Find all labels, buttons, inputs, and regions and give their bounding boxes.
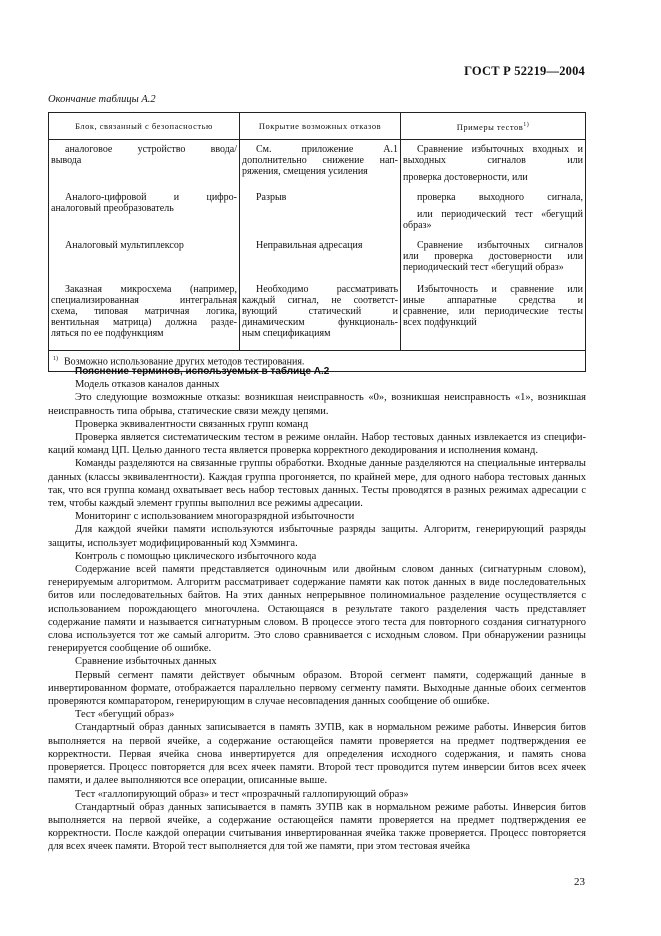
table-cell-line: Сравнение избыточных сигналов xyxy=(417,240,583,251)
table-cell-line: всех подфункций xyxy=(403,317,477,328)
table-cell-group xyxy=(242,240,398,284)
col-header-coverage: Покрытие возможных отказов xyxy=(240,113,401,140)
table-cell-line: Заказная микросхема (например, xyxy=(65,284,237,295)
table-cell-line: Необходимо рассматривать xyxy=(256,284,398,295)
table-cell-line: вентильная матрица) должна разде- xyxy=(51,317,237,328)
table-body-row xyxy=(49,140,586,351)
table-cell-group xyxy=(242,192,398,240)
table-cell-line: Избыточность и сравнение или xyxy=(417,284,583,295)
table-cell-line: вующий статический и xyxy=(242,306,398,317)
table-cell-group xyxy=(403,144,583,192)
footnote-ref: 1) xyxy=(523,121,530,128)
body-paragraph: Модель отказов каналов данных xyxy=(75,379,220,391)
table-cell-line: образ» xyxy=(403,220,432,231)
body-paragraph: Команды разделяются на связанные группы обработки. Входные данные разделяются на специальные интервалы данных (классы эквивалентности). Каждая группа прогоняется, по крайней мере, для одного набора тестовых данных так, что вся группа команд охватывает весь набор тестовых данных. Тесты проводятся в разных режимах адресации с тем, чтобы каждый элемент группы выполнил все режимы адресации. xyxy=(48,458,586,510)
footnote-mark: 1) xyxy=(53,356,58,362)
body-paragraph: Стандартный образ данных записывается в память ЗУПВ как в нормальном режиме работы. Инверсия битов выполняется на первой ячейке, а содержание остающейся памяти проверяется на предмет подтверждения ее корректности. После каждой операции считывания инвертированная ячейка также проверяется. Процесс повторяется для всех ячеек памяти. Второй тест выполняется для той же памяти, при этом тестовая ячейка xyxy=(48,801,586,853)
table-cell-line: проверка выходного сигнала, xyxy=(417,192,583,203)
table-cell-group xyxy=(242,284,398,344)
table-cell-line: периодический тест «бегущий образ» xyxy=(403,262,564,273)
body-paragraph: Тест «бегущий образ» xyxy=(75,709,175,721)
table-cell-line: Аналоговый мультиплексор xyxy=(65,240,184,251)
body-paragraph: Проверка является систематическим тестом в режиме онлайн. Набор тестовых данных извлекается из спецификаций команд ЦП. Целью данного теста является проверка корректного декодирования и исполнения команд. xyxy=(48,432,586,457)
body-paragraph: Проверка эквивалентности связанных групп команд xyxy=(75,418,309,430)
table-cell-line: Аналого-цифровой и цифро- xyxy=(65,192,237,203)
table-cell-line: дополнительно снижение нап- xyxy=(242,155,398,166)
page-number: 23 xyxy=(574,876,585,888)
table-cell-line: или периодический тест «бегущий xyxy=(417,209,583,220)
table-cell-group xyxy=(51,192,237,240)
table-cell-line: динамическим функциональ- xyxy=(242,317,398,328)
body-paragraph: Тест «галлопирующий образ» и тест «прозрачный галлопирующий образ» xyxy=(75,788,409,800)
table-cell-line: Сравнение избыточных входных и xyxy=(417,144,583,155)
col-tests xyxy=(401,140,586,351)
body-paragraph: Мониторинг с использованием многоразрядной избыточности xyxy=(75,511,355,523)
table-cell-line: аналоговый преобразователь xyxy=(51,203,174,214)
table-cell-group xyxy=(403,192,583,240)
document-code: ГОСТ Р 52219—2004 xyxy=(464,64,585,78)
body-paragraph: Это следующие возможные отказы: возникшая неисправность «0», возникшая неисправность «1», возникшая неисправность типа обрыва, статические связи между цепями. xyxy=(48,392,586,417)
terms-explanation xyxy=(48,365,586,854)
table-cell-line: каждый сигнал, не соответст- xyxy=(242,295,398,306)
table-cell-group xyxy=(51,144,237,192)
table-cell-line: схема, типовая матричная логика, xyxy=(51,306,237,317)
table-a2 xyxy=(48,112,586,372)
table-cell-line: Разрыв xyxy=(256,192,287,203)
table-cell-group xyxy=(51,284,237,344)
table-cell-line: специализированная интегральная xyxy=(51,295,237,306)
table-cell-line: Неправильная адресация xyxy=(256,240,363,251)
table-cell-line: вывода xyxy=(51,155,82,166)
col-coverage xyxy=(240,140,401,351)
footnote-text: Возможно использование других методов тестирования. xyxy=(64,356,305,368)
table-header-row xyxy=(49,113,586,140)
section-heading: Пояснение терминов, используемых в таблице А.2 xyxy=(75,366,330,377)
table-cell-group xyxy=(242,144,398,192)
body-paragraph: Стандартный образ данных записывается в память ЗУПВ, как в нормальном режиме работы. Инверсия битов выполняется на первой ячейке, а содержание остающейся памяти проверяется на предмет подтверждения ее корректности. Первая ячейка снова инвертируется для определения исходного содержания, и память снова проверяется. Процесс повторяется для всех ячеек памяти. Второй тест проводится путем инверсии битов всех ячеек памяти, и далее выполняются все операции, описанные выше. xyxy=(48,722,586,787)
table-cell-line: ным спецификациям xyxy=(242,328,331,339)
body-paragraph: Для каждой ячейки памяти используются избыточные разряды защиты. Алгоритм, генерирующий разряды защиты, использует модифицированный код Хэмминга. xyxy=(48,524,586,549)
table-cell-line: ляться по ее подфункциям xyxy=(51,328,164,339)
table-cell-line: См. приложение А.1 xyxy=(256,144,398,155)
table-cell-line: иные аппаратные средства и xyxy=(403,295,583,306)
col-block xyxy=(49,140,240,351)
table-cell-line: выходных сигналов или xyxy=(403,155,583,166)
body-paragraph: Контроль с помощью циклического избыточного кода xyxy=(75,550,317,562)
table-cell-line: сравнение, или периодические тесты xyxy=(403,306,583,317)
table-cell-line: проверка достоверности, или xyxy=(403,172,528,183)
body-paragraph: Сравнение избыточных данных xyxy=(75,656,217,668)
col-header-block: Блок, связанный с безопасностью xyxy=(49,113,240,140)
col-header-tests: Примеры тестов$^{1)}$ xyxy=(401,113,586,140)
table-caption: Окончание таблицы А.2 xyxy=(48,94,156,105)
table-cell-line: или проверка достоверности или xyxy=(403,251,583,262)
table-cell-group xyxy=(403,240,583,284)
table-cell-line: ряжения, смещения усиления xyxy=(242,166,368,177)
body-paragraph: Содержание всей памяти представляется одиночным или двойным словом данных (сигнатурным словом), генерируемым алгоритмом. Алгоритм рассматривает содержание памяти как поток данных в виде последовательных битов или последовательных байтов. На этих данных непрерывное полиномиальное разделение осуществляется с использованием порождающего многочлена. Остающаяся в результате такого разделения часть представляет содержание памяти и называется сигнатурным словом. В процессе этого теста для повторного создания сигнатурного слова используется тот же самый алгоритм. Это слово сравнивается с исходным словом. При обнаружении разницы генерируется сообщение об ошибке. xyxy=(48,564,586,655)
table-cell-group xyxy=(403,284,583,344)
table-cell-group xyxy=(51,240,237,284)
body-paragraph: Первый сегмент памяти действует обычным образом. Второй сегмент памяти, содержащий данные в инвертированном формате, отображается параллельно первому сегменту памяти. Выходные данные обоих сегментов проверяются компаратором, генерирующим в случае несовпадения данных сообщение об ошибке. xyxy=(48,669,586,708)
table-cell-line: аналоговое устройство ввода/ xyxy=(65,144,237,155)
